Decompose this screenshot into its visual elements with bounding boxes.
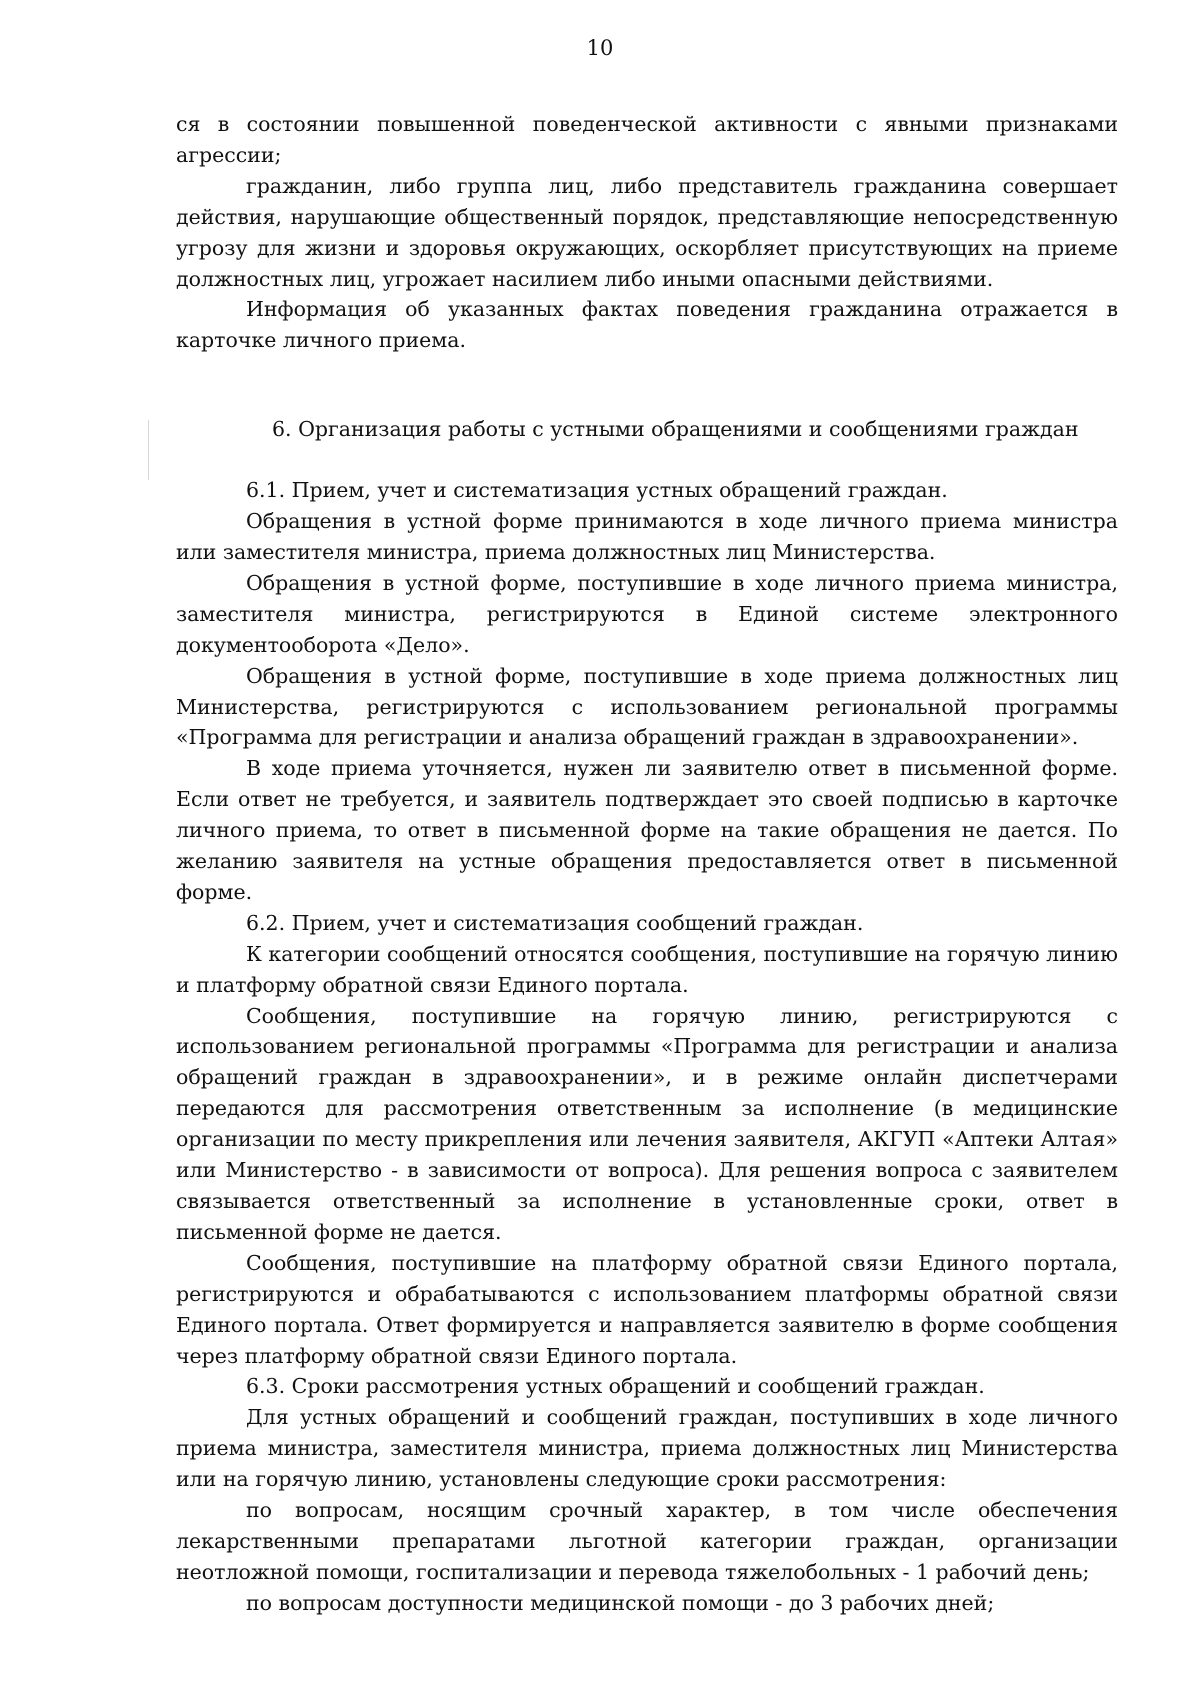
document-body [176, 109, 1118, 1619]
paragraph-oral-registration-delo: Обращения в устной форме, поступившие в ходе личного приема министра, заместителя министра, регистрируются в Единой системе электронного документооборота «Дело». [176, 570, 1118, 657]
section-6-heading: 6. Организация работы с устными обращениями и сообщениями граждан [272, 417, 1079, 442]
paragraph-oral-reception: Обращения в устной форме принимаются в ходе личного приема министра или заместителя министра, приема должностных лиц Министерства. [176, 509, 1118, 564]
scan-artifact-line [148, 420, 149, 480]
paragraph-hotline-messages: Сообщения, поступившие на горячую линию, регистрируются с использованием региональной программы «Программа для регистрации и анализа обращений граждан в здравоохранении», и в режиме онлайн диспетчерами передаются для рассмотрения ответственным за исполнение (в медицинские организации по месту прикрепления или лечения заявителя, АКГУП «Аптеки Алтая» или Министерство - в зависимости от вопроса). Для решения вопроса с заявителем связывается ответственный за исполнение в установленные сроки, ответ в письменной форме не дается. [176, 1003, 1118, 1244]
paragraph-written-answer: В ходе приема уточняется, нужен ли заявителю ответ в письменной форме. Если ответ не требуется, и заявитель подтверждает это своей подписью в карточке личного приема, то ответ в письменной форме на такие обращения не дается. По желанию заявителя на устные обращения предоставляется ответ в письменной форме. [176, 756, 1118, 904]
paragraph-accessibility-deadline: по вопросам доступности медицинской помощи - до 3 рабочих дней; [246, 1590, 995, 1615]
subsection-6-3-heading: 6.3. Сроки рассмотрения устных обращений и сообщений граждан. [246, 1374, 985, 1399]
subsection-6-1-heading: 6.1. Прием, учет и систематизация устных обращений граждан. [246, 478, 948, 503]
paragraph-continuation: ся в состоянии повышенной поведенческой активности с явными признаками агрессии; [176, 112, 1118, 167]
paragraph-messages-category: К категории сообщений относятся сообщения, поступившие на горячую линию и платформу обратной связи Единого портала. [176, 941, 1119, 997]
paragraph-oral-registration-program: Обращения в устной форме, поступившие в ходе приема должностных лиц Министерства, регистрируются с использованием региональной программы «Программа для регистрации и анализа обращений граждан в здравоохранении». [176, 663, 1118, 750]
paragraph-citizen-actions: гражданин, либо группа лиц, либо представитель гражданина совершает действия, нарушающие общественный порядок, представляющие непосредственную угрозу для жизни и здоровья окружающих, оскорбляет присутствующих на приеме должностных лиц, угрожает насилием либо иными опасными действиями. [176, 173, 1118, 291]
paragraph-feedback-platform: Сообщения, поступившие на платформу обратной связи Единого портала, регистрируются и обрабатываются с использованием платформы обратной связи Единого портала. Ответ формируется и направляется заявителю в форме сообщения через платформу обратной связи Единого портала. [176, 1250, 1118, 1368]
paragraph-behavior-info: Информация об указанных фактах поведения гражданина отражается в карточке личного приема. [176, 297, 1118, 353]
page-number: 10 [586, 36, 614, 60]
subsection-6-2-heading: 6.2. Прием, учет и систематизация сообщений граждан. [246, 910, 864, 935]
paragraph-deadlines-intro: Для устных обращений и сообщений граждан, поступивших в ходе личного приема министра, заместителя министра, приема должностных лиц Министерства или на горячую линию, установлены следующие сроки рассмотрения: [176, 1405, 1118, 1492]
paragraph-urgent-deadline: по вопросам, носящим срочный характер, в том числе обеспечения лекарственными препаратами льготной категории граждан, организации неотложной помощи, госпитализации и перевода тяжелобольных - 1 рабочий день; [176, 1498, 1118, 1584]
